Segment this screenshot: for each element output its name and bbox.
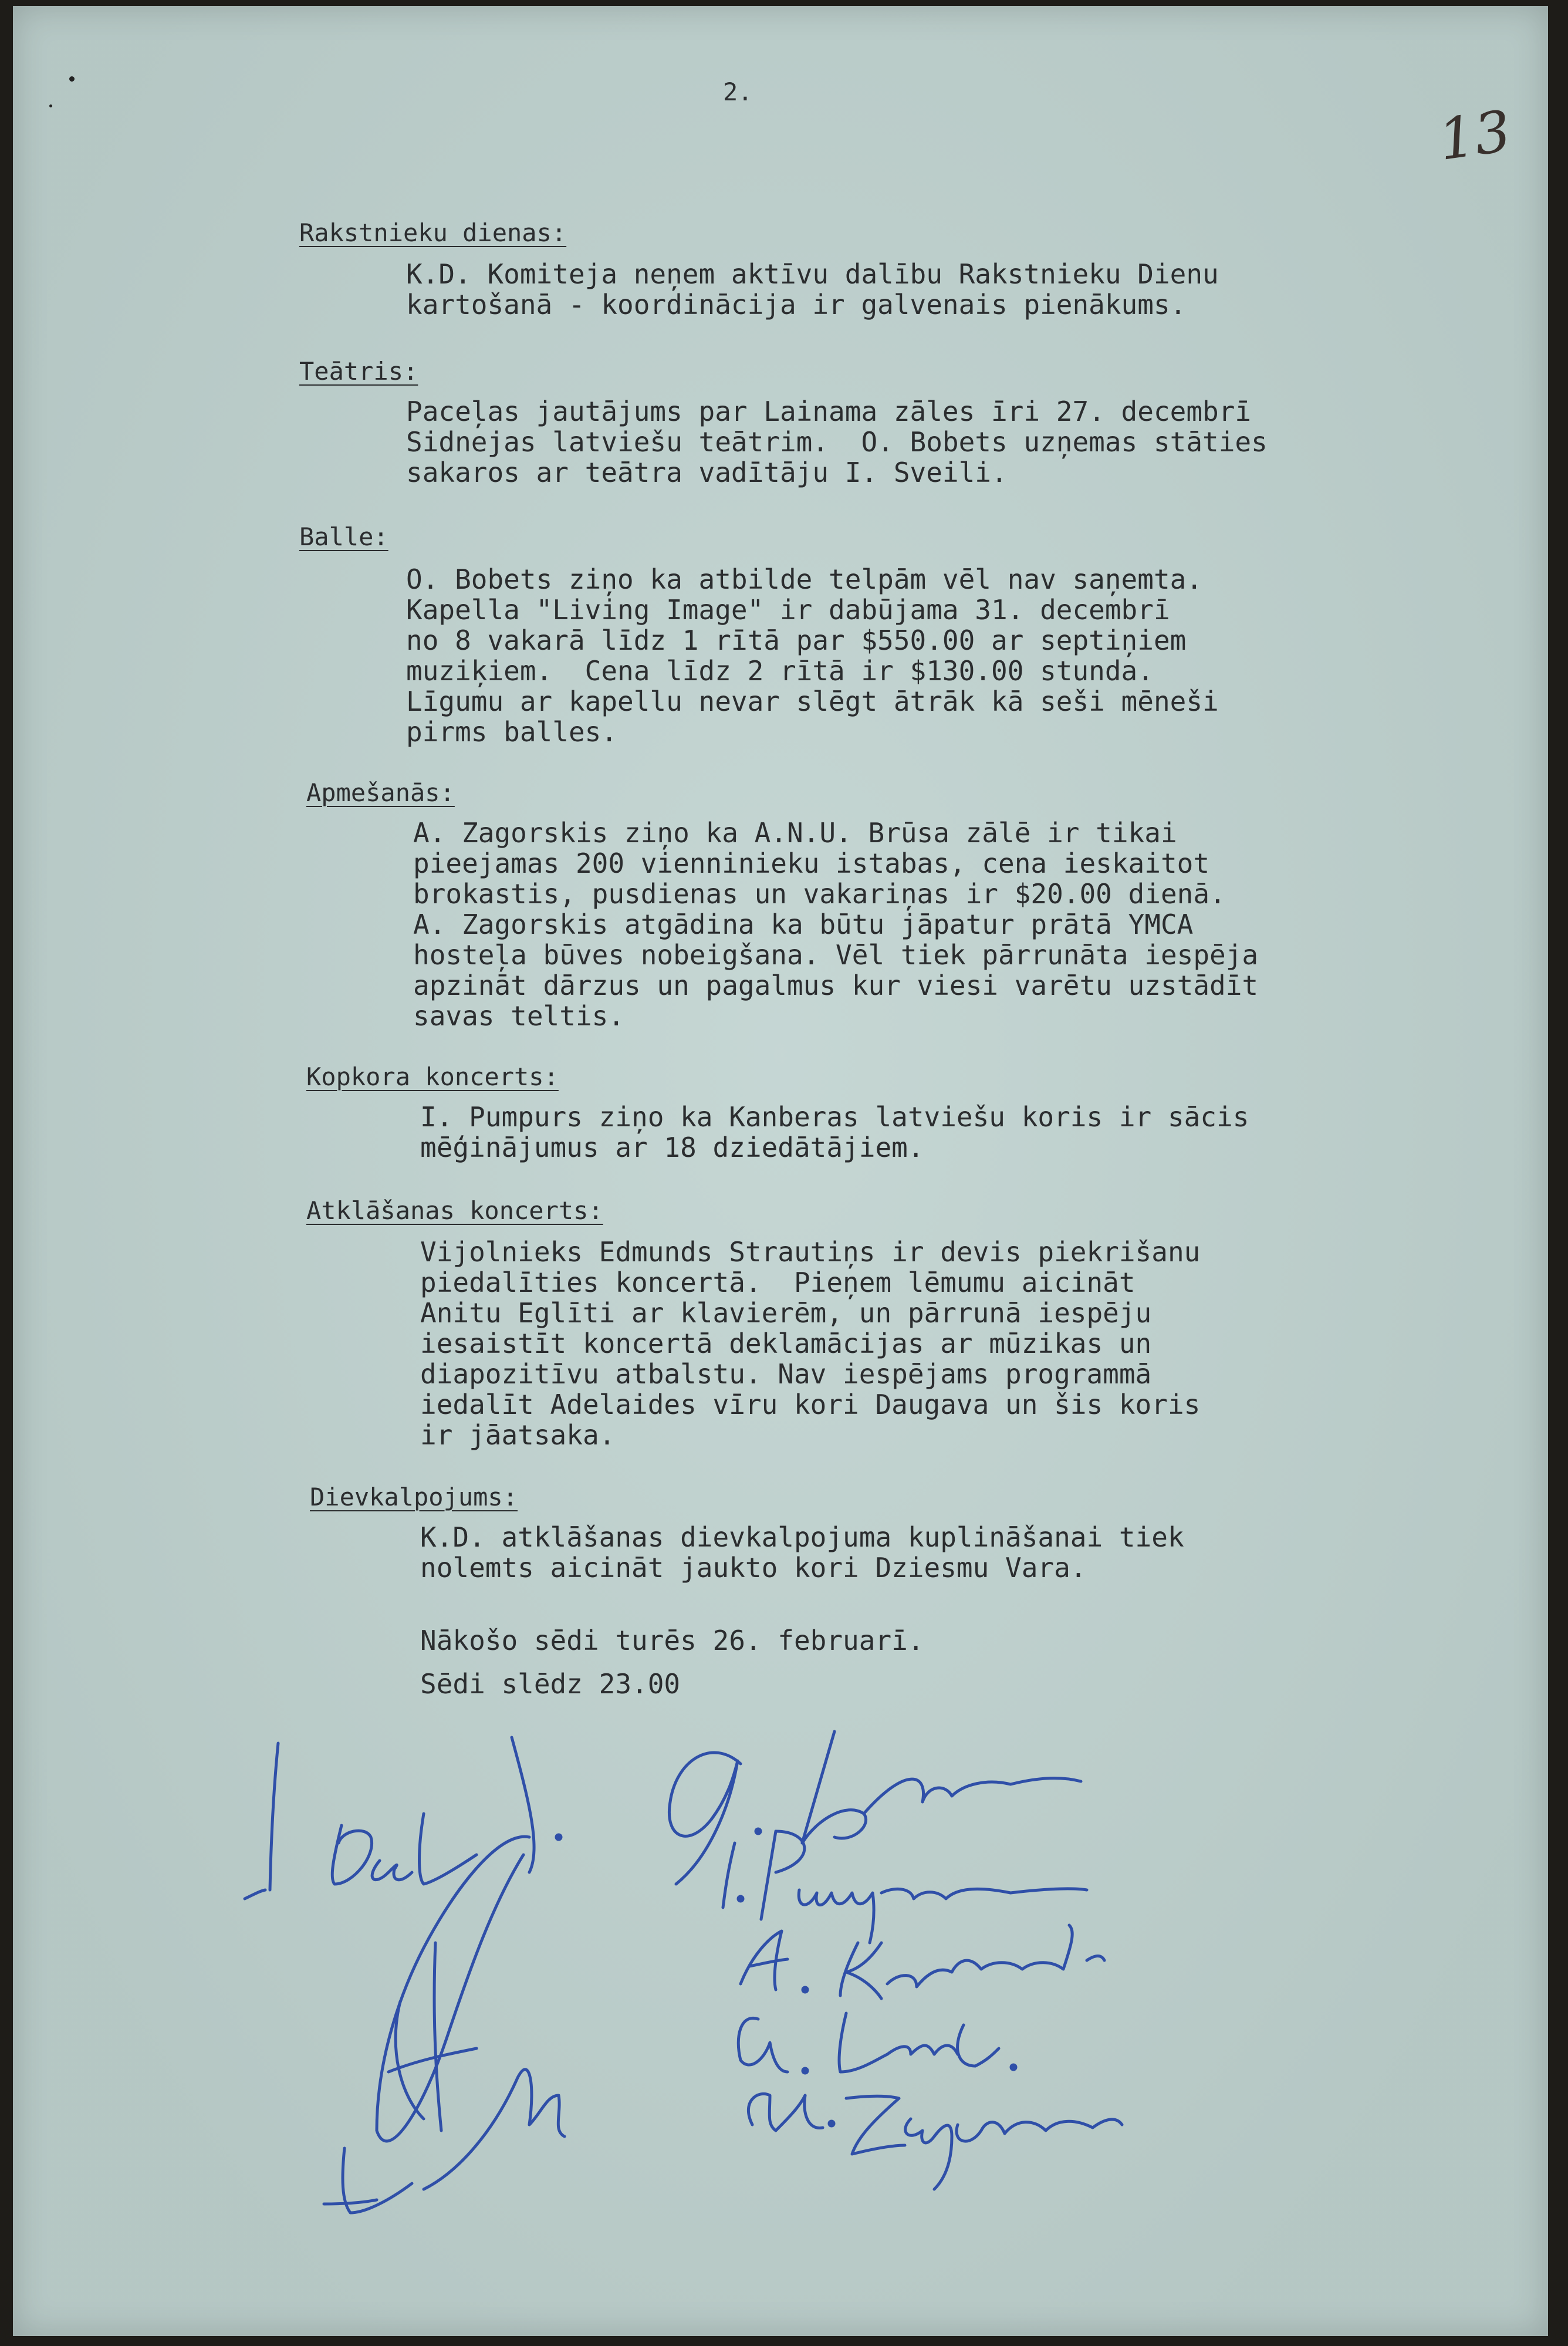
body-line: iesaistīt koncertā deklamācijas ar mūzikas un bbox=[420, 1328, 1152, 1359]
body-line: sakaros ar teātra vadītāju I. Sveili. bbox=[406, 457, 1008, 488]
page-number: 2. bbox=[723, 77, 753, 106]
body-line: O. Bobets ziņo ka atbilde telpām vēl nav saņemta. bbox=[406, 563, 1203, 595]
section-heading: Rakstnieku dienas: bbox=[299, 218, 567, 247]
body-line: brokastis, pusdienas un vakariņas ir $20.00 dienā. bbox=[413, 878, 1226, 910]
body-line: savas teltis. bbox=[413, 1000, 625, 1032]
body-line: mēģinājumus ar 18 dziedātājiem. bbox=[420, 1132, 924, 1163]
body-line: A. Zagorskis atgādina ka būtu jāpatur prātā YMCA bbox=[413, 909, 1194, 940]
paper-sheet bbox=[13, 6, 1548, 2336]
section-heading: Kopkora koncerts: bbox=[306, 1062, 559, 1091]
body-line: kartošanā - koordinācija ir galvenais pienākums. bbox=[406, 289, 1187, 320]
body-line: diapozitīvu atbalstu. Nav iespējams programmā bbox=[420, 1358, 1152, 1390]
section-heading: Atklāšanas koncerts: bbox=[306, 1196, 603, 1225]
body-line: Līgumu ar kapellu nevar slēgt ātrāk kā seši mēneši bbox=[406, 686, 1219, 717]
body-line: pieejamas 200 vienninieku istabas, cena ieskaitot bbox=[413, 848, 1210, 879]
body-line: muziķiem. Cena līdz 2 rītā ir $130.00 stunda. bbox=[406, 655, 1154, 687]
folio-number: 13 bbox=[1434, 98, 1515, 173]
body-line: nolemts aicināt jaukto kori Dziesmu Vara. bbox=[420, 1552, 1087, 1584]
section-heading: Apmešanās: bbox=[306, 778, 455, 807]
body-line: Sidnejas latviešu teātrim. O. Bobets uzņemas stāties bbox=[406, 426, 1268, 458]
body-line: no 8 vakarā līdz 1 rītā par $550.00 ar septiņiem bbox=[406, 625, 1187, 656]
section-heading: Dievkalpojums: bbox=[310, 1483, 518, 1511]
body-line: piedalīties koncertā. Pieņem lēmumu aicināt bbox=[420, 1267, 1136, 1298]
body-line: I. Pumpurs ziņo ka Kanberas latviešu koris ir sācis bbox=[420, 1101, 1249, 1133]
section-heading: Balle: bbox=[299, 522, 388, 551]
body-line: K.D. Komiteja neņem aktīvu dalību Rakstnieku Dienu bbox=[406, 258, 1219, 290]
body-line: Anitu Eglīti ar klavierēm, un pārrunā iespēju bbox=[420, 1297, 1152, 1329]
signatures-block bbox=[13, 6, 1548, 2336]
body-line: Vijolnieks Edmunds Strautiņs ir devis piekrišanu bbox=[420, 1236, 1201, 1268]
body-line: K.D. atklāšanas dievkalpojuma kuplināšanai tiek bbox=[420, 1521, 1184, 1553]
signature-a-levics bbox=[738, 2013, 1016, 2073]
body-line: Kapella "Living Image" ir dabūjama 31. decembrī bbox=[406, 594, 1170, 626]
next-meeting-line: Nākošo sēdi turēs 26. februarī. bbox=[420, 1625, 924, 1656]
body-line: iedalīt Adelaides vīru kori Daugava un šis koris bbox=[420, 1389, 1201, 1420]
body-line: pirms balles. bbox=[406, 716, 618, 748]
meeting-close-line: Sēdi slēdz 23.00 bbox=[420, 1668, 681, 1700]
signature-scrawl bbox=[324, 2070, 565, 2213]
signature-a-katklins bbox=[741, 1925, 1104, 1999]
body-line: ir jāatsaka. bbox=[420, 1419, 616, 1451]
body-line: apzināt dārzus un pagalmus kur viesi varētu uzstādīt bbox=[413, 970, 1259, 1001]
signature-i-pumpurs bbox=[723, 1831, 1087, 1943]
body-line: A. Zagorskis ziņo ka A.N.U. Brūsa zālē ir tikai bbox=[413, 817, 1177, 849]
body-line: Paceļas jautājums par Lainama zāles īri 27. decembrī bbox=[406, 396, 1252, 427]
signature-al-zagorskis bbox=[748, 2094, 1122, 2189]
section-heading: Teātris: bbox=[299, 357, 418, 386]
signature-loop bbox=[377, 1837, 529, 2141]
body-line: hosteļa būves nobeigšana. Vēl tiek pārrunāta iespēja bbox=[413, 939, 1259, 971]
